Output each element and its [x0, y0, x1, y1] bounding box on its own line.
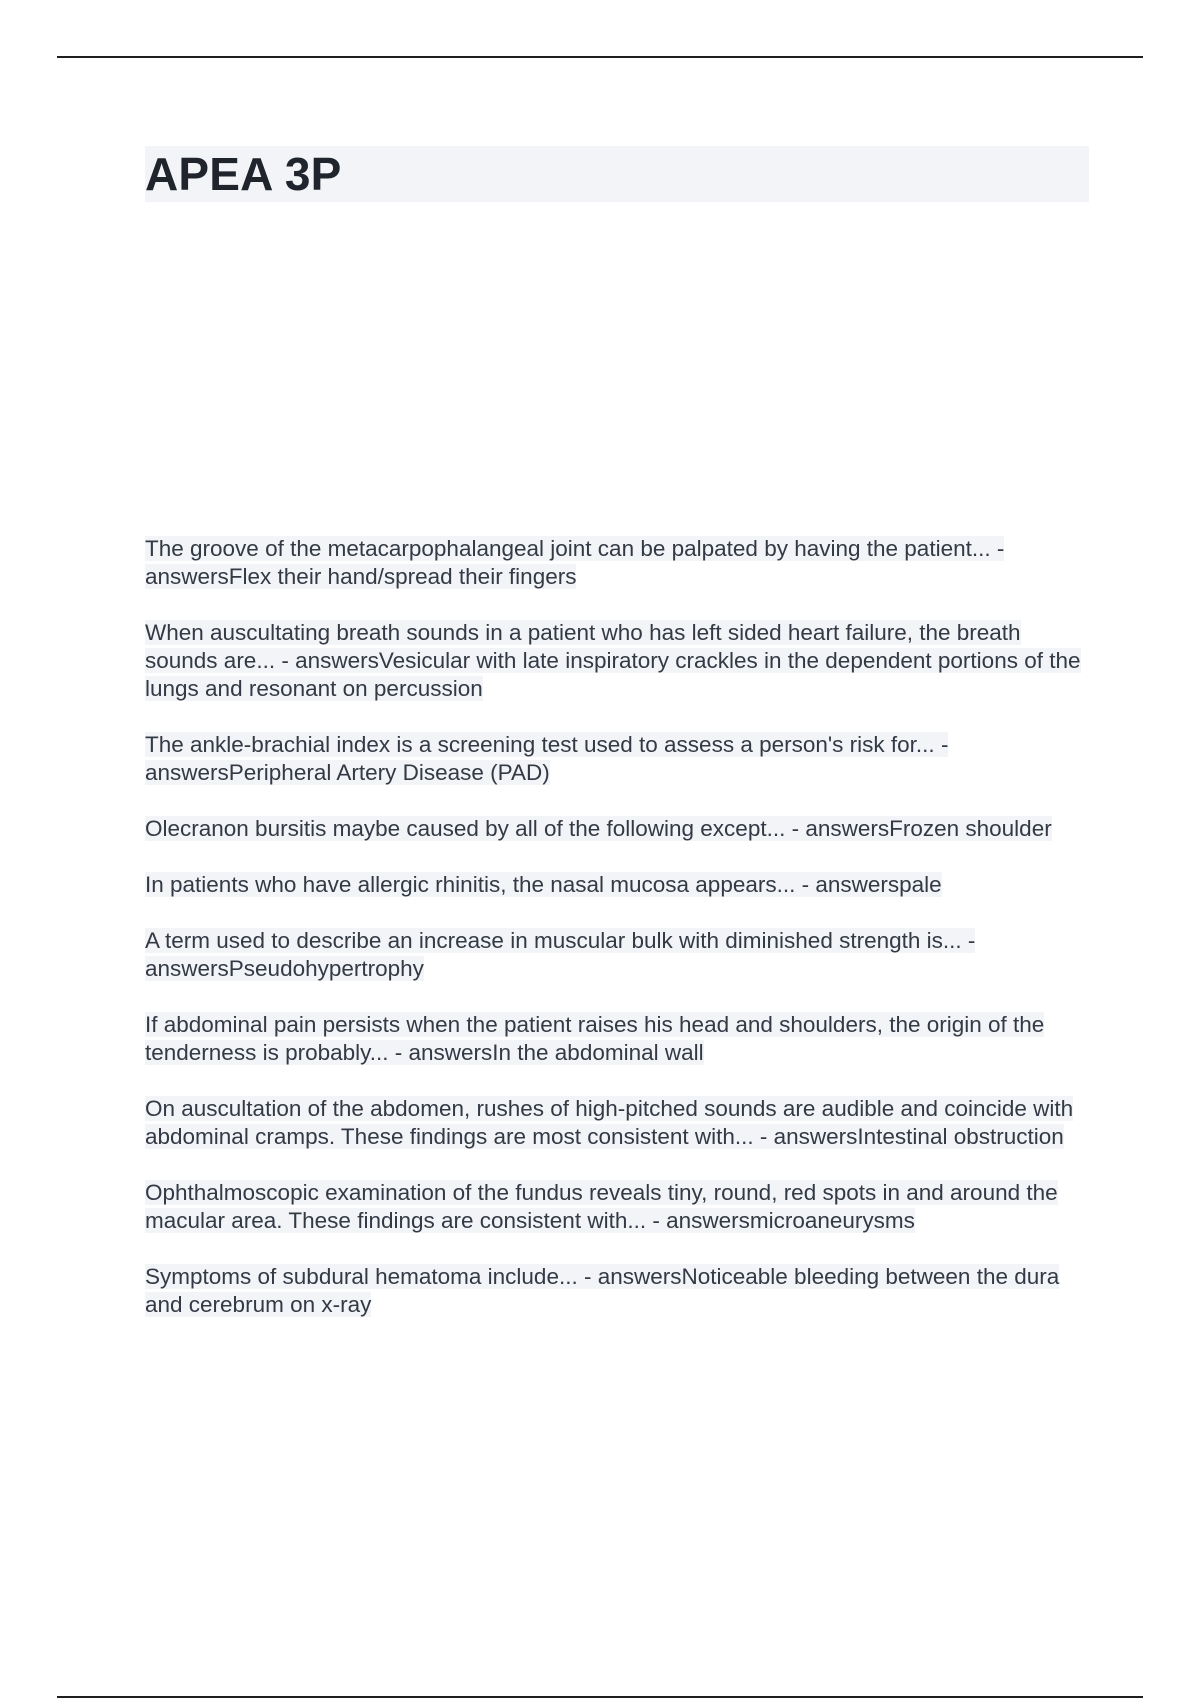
- qa-text: A term used to describe an increase in muscular bulk with diminished strength is... - answersPseudohypertrophy: [145, 928, 976, 981]
- top-rule: [57, 56, 1143, 58]
- qa-text: The groove of the metacarpophalangeal joint can be palpated by having the patient... - answersFlex their hand/spread their fingers: [145, 536, 1005, 589]
- qa-item: [145, 1179, 1095, 1235]
- qa-text: On auscultation of the abdomen, rushes of high-pitched sounds are audible and coincide with abdominal cramps. These findings are most consistent with... - answersIntestinal obstruction: [145, 1096, 1074, 1149]
- qa-item: [145, 619, 1095, 703]
- bottom-rule: [57, 1696, 1143, 1698]
- qa-text: Symptoms of subdural hematoma include... - answersNoticeable bleeding between the dura and cerebrum on x-ray: [145, 1264, 1060, 1317]
- page-title: APEA 3P: [145, 148, 342, 200]
- qa-item: [145, 1011, 1095, 1067]
- qa-item: [145, 1095, 1095, 1151]
- qa-item: [145, 731, 1095, 787]
- qa-text: Olecranon bursitis maybe caused by all of the following except... - answersFrozen shoulder: [145, 816, 1052, 841]
- qa-item: [145, 871, 1095, 899]
- qa-item: [145, 927, 1095, 983]
- qa-list: [145, 535, 1095, 1347]
- qa-text: If abdominal pain persists when the patient raises his head and shoulders, the origin of the tenderness is probably... - answersIn the abdominal wall: [145, 1012, 1045, 1065]
- qa-item: [145, 535, 1095, 591]
- qa-item: [145, 815, 1095, 843]
- qa-text: In patients who have allergic rhinitis, the nasal mucosa appears... - answerspale: [145, 872, 942, 897]
- qa-text: The ankle-brachial index is a screening test used to assess a person's risk for... - answersPeripheral Artery Disease (PAD): [145, 732, 949, 785]
- qa-text: Ophthalmoscopic examination of the fundus reveals tiny, round, red spots in and around the macular area. These findings are consistent with... - answersmicroaneurysms: [145, 1180, 1058, 1233]
- qa-item: [145, 1263, 1095, 1319]
- qa-text: When auscultating breath sounds in a patient who has left sided heart failure, the breath sounds are... - answersVesicular with late inspiratory crackles in the dependent portions of the lungs and resonant on percussion: [145, 620, 1081, 701]
